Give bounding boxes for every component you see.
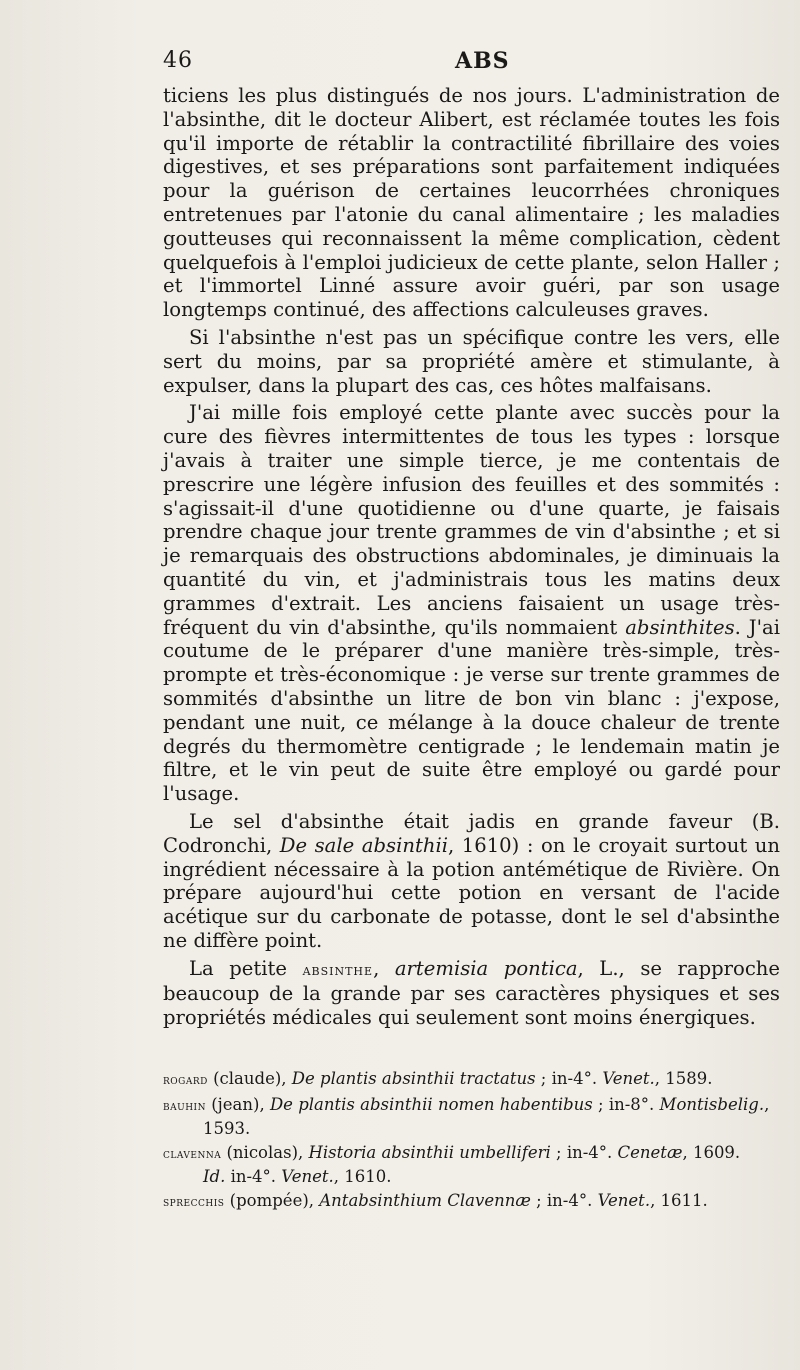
ref-author-rest: (nicolas), [221, 1143, 309, 1162]
ref-author-rest: (jean), [205, 1095, 270, 1114]
paragraph-5-text-b: , L., se rapproche beaucoup de la grande par ses caractères physiques et ses propriétés médicales qui seulement sont moins énergiques. [163, 956, 781, 1030]
paragraph-5-text-a: La petite [189, 956, 287, 980]
ref-details: ; in-4°. [550, 1143, 618, 1162]
ref-year: , 1611. [650, 1191, 708, 1210]
ref-place-2: Venet. [281, 1167, 334, 1186]
paragraph-3-italic: absinthites [625, 615, 735, 639]
ref-title: Antabsinthium Clavennæ [319, 1191, 531, 1210]
page-header [163, 48, 760, 82]
bibliography-entry [163, 1068, 783, 1092]
paragraph-4-text-b: , 1610) : on le croyait surtout un ingrédient nécessaire à la potion antémétique de Rivière. On prépare aujourd'hui cette potion en versant de l'acide acétique sur du carbonate de potasse, dont le sel d'absinthe ne diffère point. [163, 833, 780, 952]
paragraph-4-text-a: Le sel d'absinthe était jadis en grande faveur (B. Codronchi, [163, 809, 780, 857]
ref-place: Cenetæ [617, 1143, 683, 1162]
ref-year: , 1593. [203, 1095, 770, 1138]
paragraph-1-text: ticiens les plus distingués de nos jours. L'administration de l'absinthe, dit le docteur Alibert, est réclamée toutes les fois qu'il importe de rétablir la contractilité fibrillaire des voies digestives, et ses préparations sont parfaitement indiquées pour la guérison de certaines leucorrhées chroniques entretenues par l'atonie du canal alimentaire ; les maladies goutteuses qui reconnaissent la même complication, cèdent quelquefois à l'emploi judicieux de cette plante, selon Haller ; et l'immortel Linné assure avoir guéri, par son usage longtemps continué, des affections calculeuses graves. [163, 84, 780, 322]
ref-details: ; in-4°. [530, 1191, 598, 1210]
ref-title: Historia absinthii umbelliferi [308, 1143, 551, 1162]
paragraph-3-text-a: J'ai mille fois employé cette plante avec succès pour la cure des fièvres intermittentes de tous les types : lorsque j'avais à traiter une simple tierce, je me contentais de prescrire une légère infusion des feuilles et des sommités : s'agissait-il d'une quotidienne ou d'une quarte, je faisais prendre chaque jour trente grammes de vin d'absinthe ; et si je remarquais des obstructions abdominales, je diminuais la quantité du vin, et j'administrais tous les matins deux grammes d'extrait. Les anciens faisaient un usage très-fréquent du vin d'absinthe, qu'ils nommaient [163, 401, 780, 639]
paragraph-2 [163, 326, 780, 397]
ref-title: De plantis absinthii tractatus [291, 1069, 536, 1088]
ref-place: Venet. [602, 1069, 655, 1088]
paragraph-2-text: Si l'absinthe n'est pas un spécifique contre les vers, elle sert du moins, par sa propriété amère et stimulante, à expulser, dans la plupart des cas, ces hôtes malfaisans. [163, 325, 780, 397]
ref-id: Id. [203, 1167, 226, 1186]
ref-details-2: in-4°. [225, 1167, 282, 1186]
paragraph-4 [163, 810, 780, 953]
paragraph-5-smallcaps: absinthe [302, 960, 374, 979]
ref-place: Montisbelig. [659, 1095, 765, 1114]
ref-author: sprecchis [163, 1195, 225, 1210]
paragraph-3 [163, 401, 780, 806]
running-head: ABS [455, 48, 510, 74]
ref-year: , 1589. [654, 1069, 713, 1088]
paragraph-5-italic: artemisia pontica [394, 956, 578, 980]
ref-author-rest: (claude), [207, 1069, 292, 1088]
bibliography-entry [163, 1094, 783, 1140]
ref-title: De plantis absinthii nomen habentibus [269, 1095, 593, 1114]
ref-author-rest: (pompée), [224, 1191, 320, 1210]
ref-year-2: , 1610. [333, 1167, 392, 1186]
paragraph-3-text-b: . J'ai coutume de le préparer d'une manière très-simple, très-prompte et très-économique : je verse sur trente grammes de sommités d'absinthe un litre de bon vin blanc : j'expose, pendant une nuit, ce mélange à la douce chaleur de trente degrés du thermomètre centigrade ; le lendemain matin je filtre, et le vin peut de suite être employé ou gardé pour l'usage. [163, 615, 780, 806]
ref-year: , 1609. [682, 1143, 741, 1162]
ref-author: rogard [163, 1073, 208, 1088]
ref-author: bauhin [163, 1099, 206, 1114]
paragraph-5-text-mid: , [373, 956, 380, 980]
ref-place: Venet. [597, 1191, 651, 1210]
bibliography-entry [163, 1142, 783, 1188]
bibliography [163, 1068, 783, 1216]
ref-details: ; in-4°. [535, 1069, 603, 1088]
ref-author: clavenna [163, 1147, 222, 1162]
paragraph-4-italic: De sale absinthii [279, 833, 448, 857]
bibliography-entry [163, 1190, 783, 1214]
body-text [163, 84, 780, 1034]
ref-details: ; in-8°. [592, 1095, 660, 1114]
paragraph-5 [163, 957, 780, 1030]
page-number: 46 [163, 48, 193, 73]
paragraph-1 [163, 84, 780, 322]
